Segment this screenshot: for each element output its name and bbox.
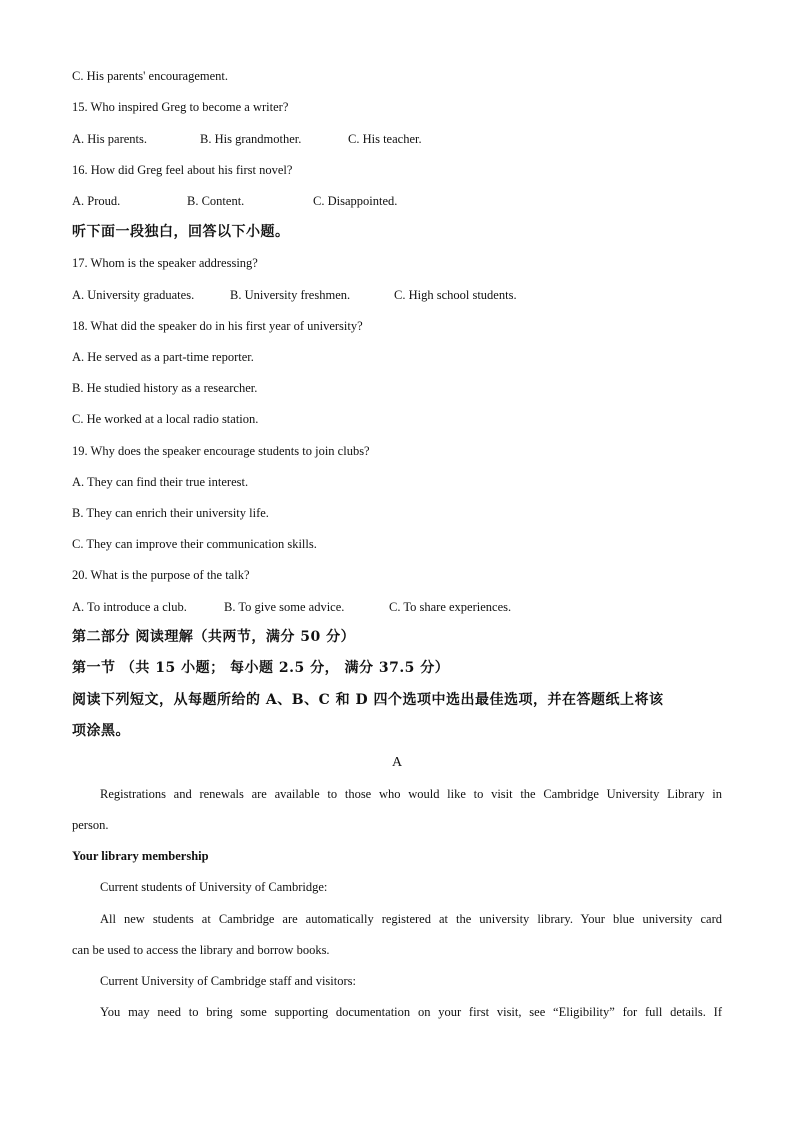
question-18: 18. What did the speaker do in his first year of university?: [72, 319, 363, 333]
current-students-label: Current students of University of Cambridge:: [100, 880, 328, 894]
question-20: 20. What is the purpose of the talk?: [72, 568, 250, 582]
option-c: C. His teacher.: [348, 132, 422, 146]
option-a: A. His parents.: [72, 132, 147, 146]
option-c: C. High school students.: [394, 288, 517, 302]
option-a: A. To introduce a club.: [72, 600, 187, 614]
instruction-line-2: 项涂黑。: [72, 723, 130, 739]
part-2-title: 第二部分 阅读理解（共两节，满分 50 分）: [72, 629, 356, 645]
option-b: B. University freshmen.: [230, 288, 351, 302]
section-1-title: 第一节 （共 15 小题； 每小题 2.5 分， 满分 37.5 分）: [72, 660, 450, 676]
option-c: C. To share experiences.: [389, 600, 512, 614]
membership-heading: Your library membership: [72, 849, 209, 863]
question-16: 16. How did Greg feel about his first novel?: [72, 163, 293, 177]
paragraph-3-line-1: You may need to bring some supporting documentation on your first visit, see “Eligibility” for full details. If: [100, 1005, 722, 1019]
question-18-option-c: C. He worked at a local radio station.: [72, 412, 259, 426]
section-heading-monologue: 听下面一段独白，回答以下小题。: [72, 224, 290, 240]
paragraph-2-line-1: All new students at Cambridge are automatically registered at the university library. Your blue university card: [100, 912, 722, 926]
question-15: 15. Who inspired Greg to become a writer?: [72, 100, 289, 114]
question-17-options: [72, 287, 722, 303]
paragraph-2-line-2: can be used to access the library and borrow books.: [72, 943, 330, 957]
question-19-option-b: B. They can enrich their university life.: [72, 506, 269, 520]
question-19-option-a: A. They can find their true interest.: [72, 475, 249, 489]
question-18-option-a: A. He served as a part-time reporter.: [72, 350, 254, 364]
paragraph-1-line-2: person.: [72, 818, 109, 832]
question-18-option-b: B. He studied history as a researcher.: [72, 381, 258, 395]
option-c: C. Disappointed.: [313, 194, 398, 208]
instruction-line-1: 阅读下列短文，从每题所给的 A、B、C 和 D 四个选项中选出最佳选项，并在答题纸上将该: [72, 692, 664, 708]
question-20-options: [72, 599, 722, 615]
option-b: B. Content.: [187, 194, 245, 208]
option-b: B. His grandmother.: [200, 132, 302, 146]
question-15-options: [72, 131, 722, 147]
staff-visitors-label: Current University of Cambridge staff and visitors:: [100, 974, 356, 988]
question-16-options: [72, 193, 722, 209]
question-17: 17. Whom is the speaker addressing?: [72, 256, 258, 270]
passage-label: A: [391, 755, 403, 770]
option-a: A. University graduates.: [72, 288, 195, 302]
question-19-option-c: C. They can improve their communication skills.: [72, 537, 317, 551]
option-b: B. To give some advice.: [224, 600, 345, 614]
paragraph-1-line-1: Registrations and renewals are available to those who would like to visit the Cambridge University Library in: [100, 787, 722, 801]
option-c-line: C. His parents' encouragement.: [72, 69, 229, 83]
question-19: 19. Why does the speaker encourage students to join clubs?: [72, 444, 370, 458]
option-a: A. Proud.: [72, 194, 121, 208]
